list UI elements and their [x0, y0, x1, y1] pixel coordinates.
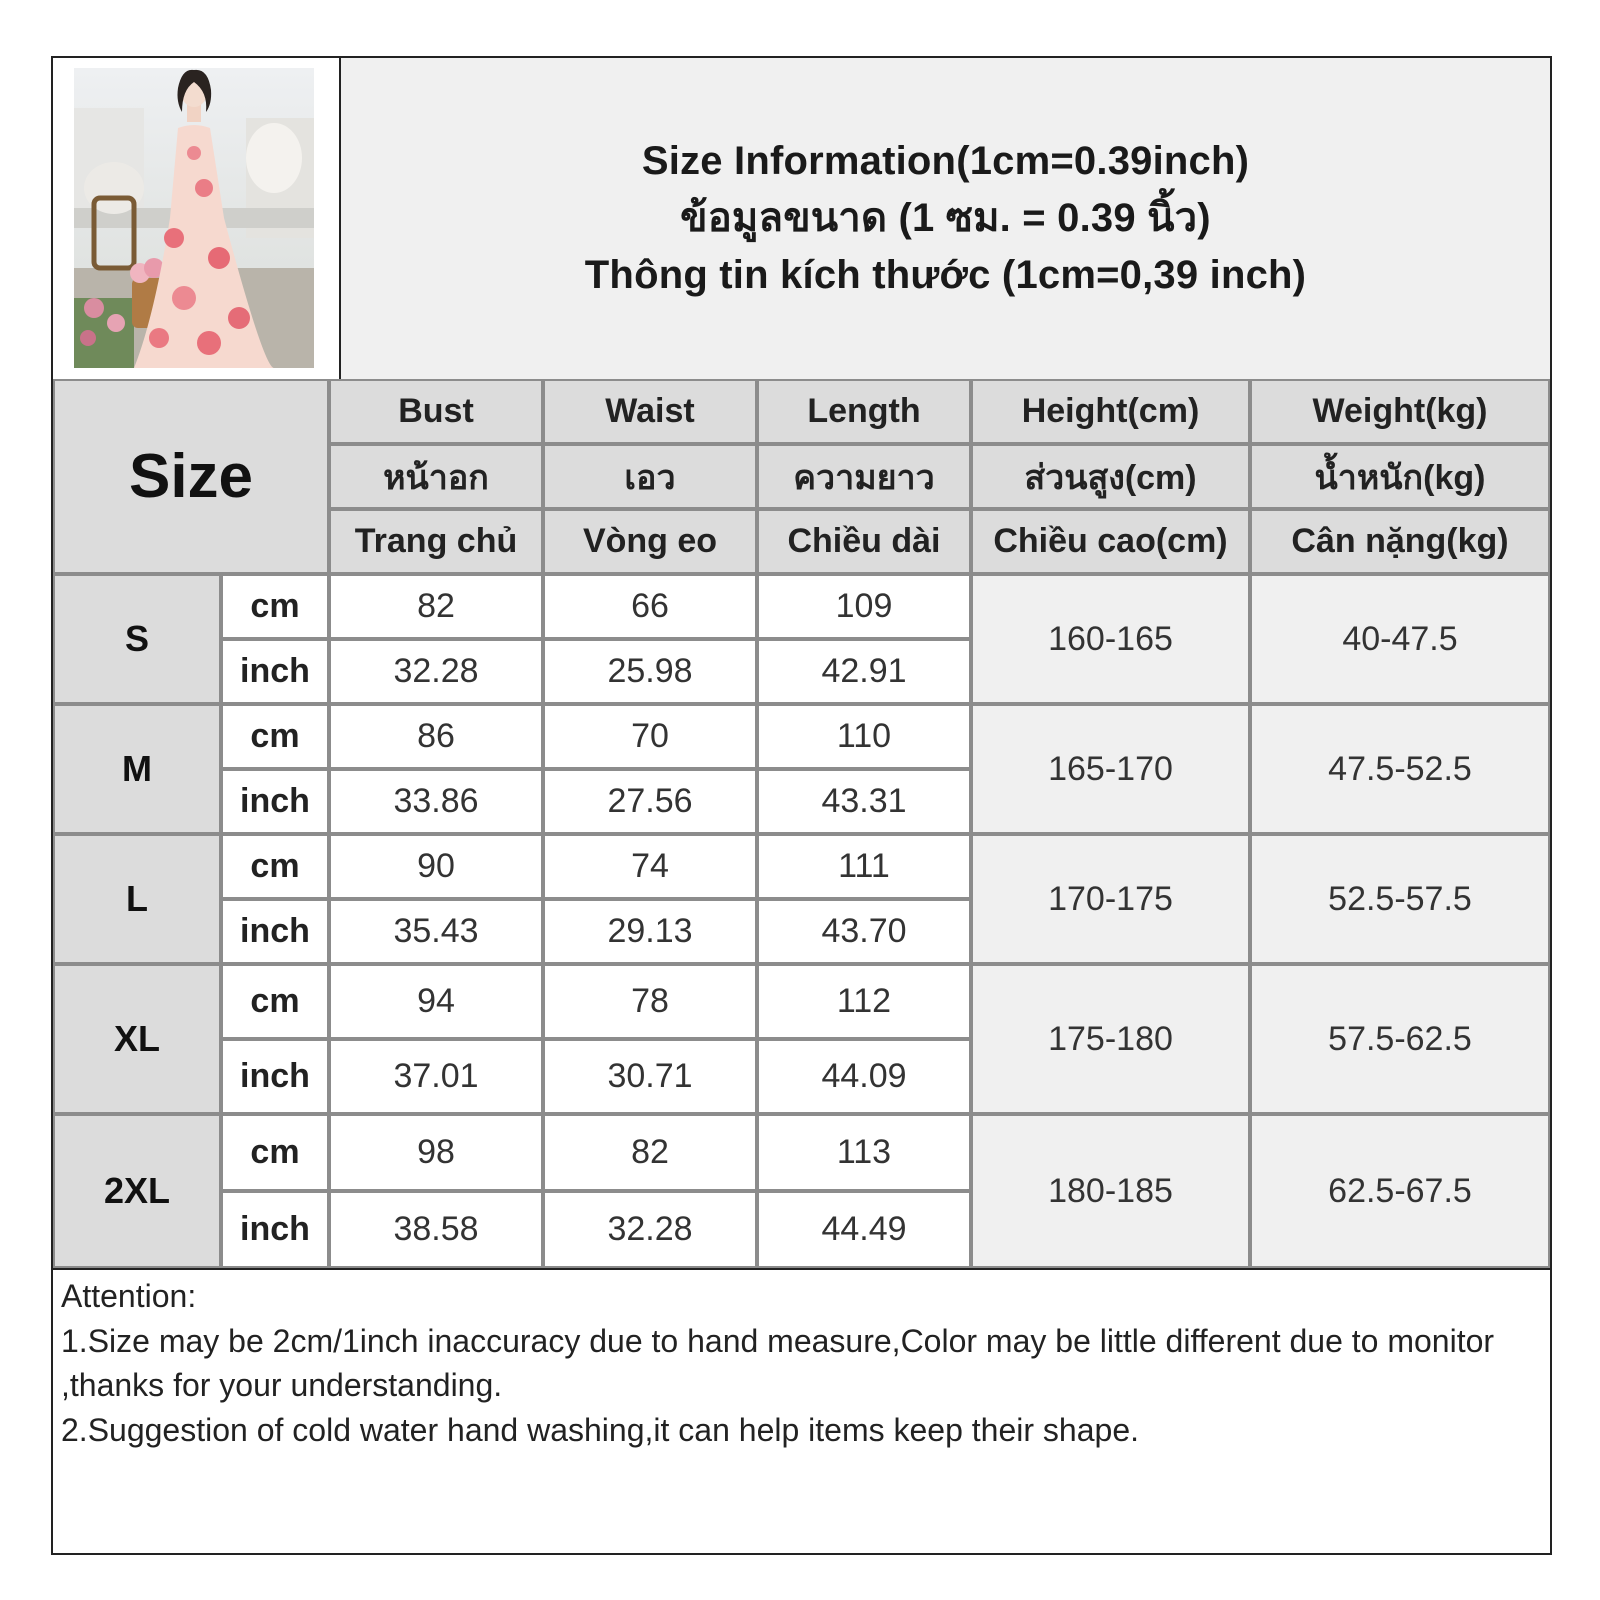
weight-range: 62.5-67.5 — [1250, 1114, 1550, 1268]
title-line-english: Size Information(1cm=0.39inch) — [641, 139, 1250, 183]
weight-range: 40-47.5 — [1250, 574, 1550, 704]
header-waist-en: Waist — [543, 379, 757, 444]
header-height-th: ส่วนสูง(cm) — [971, 444, 1250, 509]
header-height-en: Height(cm) — [971, 379, 1250, 444]
table-cell: 27.56 — [543, 769, 757, 834]
table-cell: 90 — [329, 834, 543, 899]
table-cell: 109 — [757, 574, 971, 639]
size-information-title — [341, 58, 1550, 379]
unit-cm: cm — [221, 574, 329, 639]
header-waist-th: เอว — [543, 444, 757, 509]
table-cell: 94 — [329, 964, 543, 1039]
table-cell: 38.58 — [329, 1191, 543, 1268]
product-photo — [74, 68, 314, 368]
header-length-th: ความยาว — [757, 444, 971, 509]
height-range: 175-180 — [971, 964, 1250, 1114]
header-height-vi: Chiều cao(cm) — [971, 509, 1250, 574]
size-label-xl: XL — [53, 964, 221, 1114]
height-range: 160-165 — [971, 574, 1250, 704]
table-cell: 66 — [543, 574, 757, 639]
size-label-2xl: 2XL — [53, 1114, 221, 1268]
table-cell: 74 — [543, 834, 757, 899]
table-cell: 42.91 — [757, 639, 971, 704]
table-cell: 70 — [543, 704, 757, 769]
header-weight-th: น้ำหนัก(kg) — [1250, 444, 1550, 509]
title-line-vietnamese: Thông tin kích thước (1cm=0,39 inch) — [584, 253, 1307, 297]
header-bust-en: Bust — [329, 379, 543, 444]
table-cell: 43.31 — [757, 769, 971, 834]
table-cell: 82 — [329, 574, 543, 639]
table-cell: 35.43 — [329, 899, 543, 964]
size-label-m: M — [53, 704, 221, 834]
table-cell: 82 — [543, 1114, 757, 1191]
unit-inch: inch — [221, 1191, 329, 1268]
unit-inch: inch — [221, 639, 329, 704]
header-weight-en: Weight(kg) — [1250, 379, 1550, 444]
model-dress-image — [74, 68, 314, 368]
attention-heading: Attention: — [61, 1278, 197, 1314]
height-range: 180-185 — [971, 1114, 1250, 1268]
table-cell: 32.28 — [543, 1191, 757, 1268]
weight-range: 52.5-57.5 — [1250, 834, 1550, 964]
height-range: 170-175 — [971, 834, 1250, 964]
unit-inch: inch — [221, 1039, 329, 1114]
table-cell: 110 — [757, 704, 971, 769]
height-range: 165-170 — [971, 704, 1250, 834]
weight-range: 57.5-62.5 — [1250, 964, 1550, 1114]
size-label-l: L — [53, 834, 221, 964]
attention-notes — [53, 1268, 1550, 1553]
header-length-vi: Chiều dài — [757, 509, 971, 574]
unit-cm: cm — [221, 704, 329, 769]
table-cell: 113 — [757, 1114, 971, 1191]
unit-inch: inch — [221, 899, 329, 964]
unit-cm: cm — [221, 1114, 329, 1191]
table-cell: 29.13 — [543, 899, 757, 964]
attention-note-1: 1.Size may be 2cm/1inch inaccuracy due to hand measure,Color may be little different due to monitor ,thanks for your understanding. — [61, 1322, 1495, 1403]
table-cell: 78 — [543, 964, 757, 1039]
weight-range: 47.5-52.5 — [1250, 704, 1550, 834]
header-length-en: Length — [757, 379, 971, 444]
size-chart — [51, 56, 1552, 1555]
table-cell: 32.28 — [329, 639, 543, 704]
table-cell: 44.09 — [757, 1039, 971, 1114]
header-bust-vi: Trang chủ — [329, 509, 543, 574]
product-photo-cell — [53, 58, 341, 379]
table-cell: 112 — [757, 964, 971, 1039]
size-label-s: S — [53, 574, 221, 704]
table-cell: 37.01 — [329, 1039, 543, 1114]
header-bust-th: หน้าอก — [329, 444, 543, 509]
table-cell: 86 — [329, 704, 543, 769]
header-waist-vi: Vòng eo — [543, 509, 757, 574]
table-cell: 98 — [329, 1114, 543, 1191]
size-column-header: Size — [53, 379, 329, 574]
table-cell: 30.71 — [543, 1039, 757, 1114]
unit-cm: cm — [221, 834, 329, 899]
table-cell: 33.86 — [329, 769, 543, 834]
header-weight-vi: Cân nặng(kg) — [1250, 509, 1550, 574]
table-cell: 25.98 — [543, 639, 757, 704]
table-cell: 43.70 — [757, 899, 971, 964]
table-cell: 111 — [757, 834, 971, 899]
unit-cm: cm — [221, 964, 329, 1039]
title-line-thai: ข้อมูลขนาด (1 ซม. = 0.39 นิ้ว) — [680, 196, 1211, 240]
attention-note-2: 2.Suggestion of cold water hand washing,it can help items keep their shape. — [61, 1411, 1139, 1448]
unit-inch: inch — [221, 769, 329, 834]
table-cell: 44.49 — [757, 1191, 971, 1268]
